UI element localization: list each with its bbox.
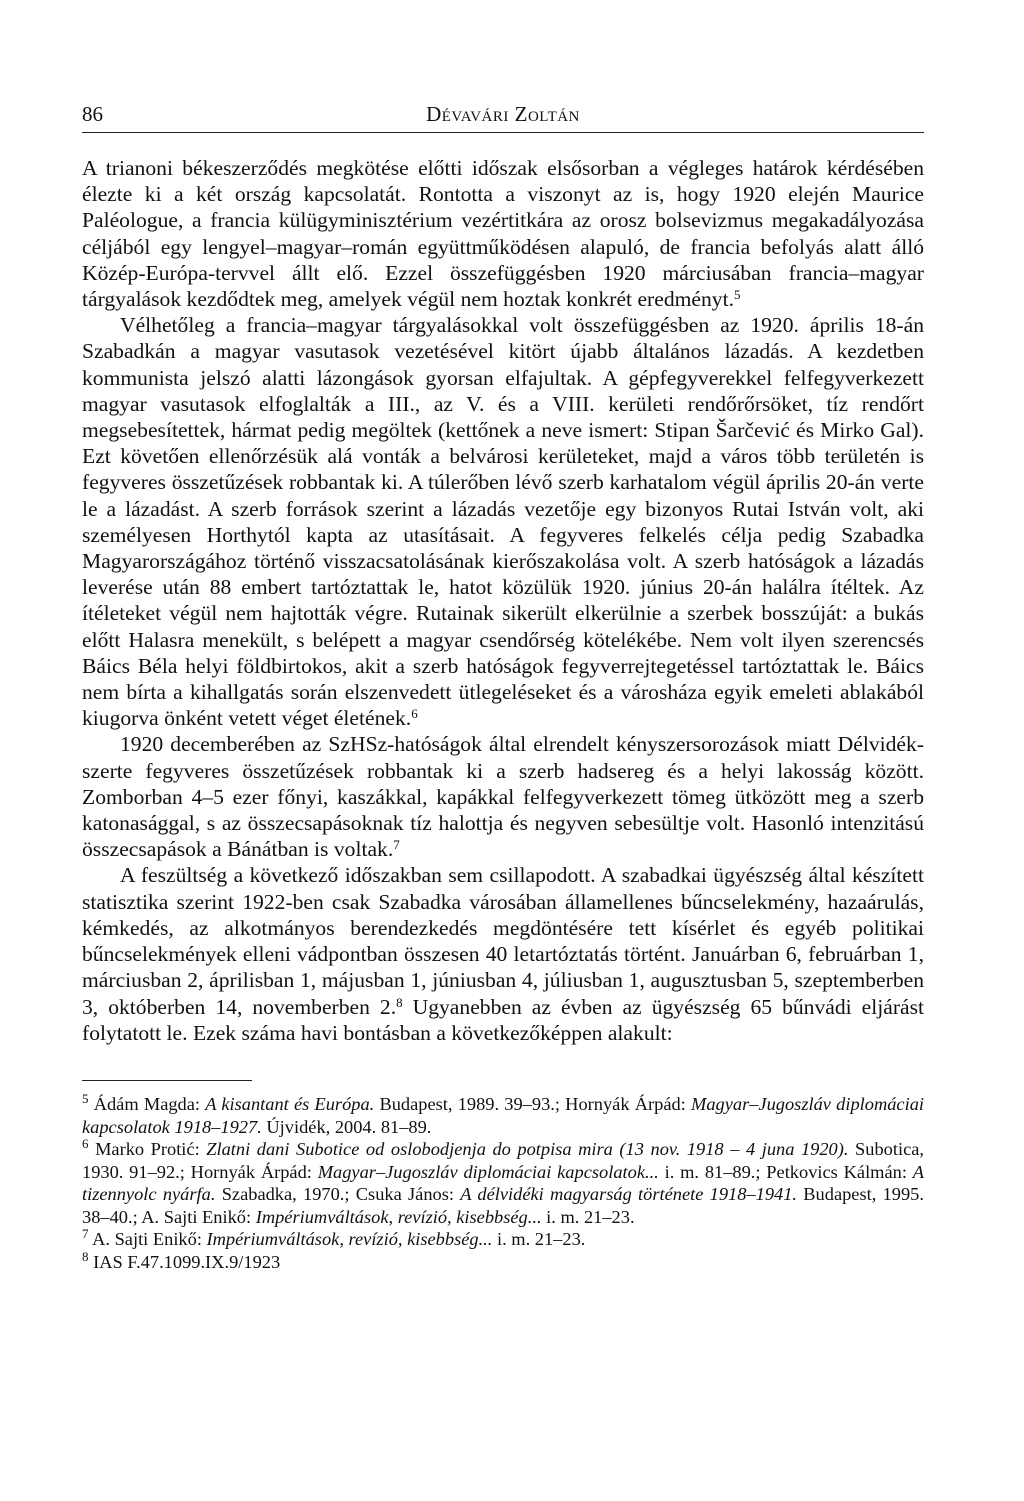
paragraph-2 <box>82 312 924 731</box>
footnote-number: 6 <box>82 1136 89 1152</box>
paragraph-3 <box>82 731 924 862</box>
footnote-text: Ádám Magda: <box>93 1093 206 1114</box>
footnote-text: A. Sajti Enikő: <box>92 1229 207 1250</box>
footnote-ref-8[interactable]: 8 <box>396 994 403 1010</box>
footnote-title: Zlatni dani Subotice od oslobodjenja do potpisa mira (13 nov. 1918 – 4 juna 1920). <box>206 1139 849 1160</box>
footnote-divider <box>82 1080 252 1081</box>
footnote-text: i. m. 21–23. <box>541 1206 635 1227</box>
footnote-number: 5 <box>82 1090 89 1106</box>
footnote-8 <box>82 1251 924 1274</box>
footnote-text: Újvidék, 2004. 81–89. <box>261 1116 432 1137</box>
page-number: 86 <box>82 102 103 126</box>
paragraph-text: 1920 decemberében az SzHSz-hatóságok által elrendelt kényszersorozások miatt Délvidék-szerte fegyveres összetűzések robbantak ki a szerb hadsereg és a helyi lakosság között. Zomborban 4–5 ezer főnyi, kaszákkal, kapákkal felfegyverkezett tömeg ütközött meg a szerb katonasággal, s az összecsapásoknak tíz halottja és negyven sebesültje volt. Hasonló intenzitású összecsapások a Bánátban is voltak. <box>82 732 924 862</box>
footnote-title: Magyar–Jugoszláv diplomáciai kapcsolatok 1918–1927. <box>82 1093 925 1137</box>
footnotes <box>82 1090 925 1274</box>
footnote-title: A kisantant és Európa. <box>205 1093 375 1114</box>
page <box>82 100 924 1274</box>
footnote-ref-6[interactable]: 6 <box>411 706 418 722</box>
running-head-title: Dévavári Zoltán <box>426 102 580 126</box>
footnote-ref-5[interactable]: 5 <box>734 287 741 303</box>
footnote-text: i. m. 21–23. <box>492 1229 586 1250</box>
footnote-text: Marko Protić: <box>95 1139 207 1160</box>
body-text <box>82 155 924 1046</box>
paragraph-text: Vélhetőleg a francia–magyar tárgyalásokkal volt összefüggésben az 1920. április 18-án Szabadkán a magyar vasutasok vezetésével kitört újabb általános lázadás. A kezdetben kommunista jelszó alatti lázongások gyorsan elfajultak. A gépfegyverekkel felfegyverkezett magyar vasutasok elfoglalták a III., az V. és a VIII. kerületi rendőrőrsöket, tíz rendőrt megsebesítettek, hármat pedig megöltek (kettőnek a neve ismert: Stipan Šarčević és Mirko Gal). Ezt követően ellenőrzésük alá vonták a belvárosi kerületeket, majd a város több területén is fegyveres összetűzések robbantak ki. A túlerőben lévő szerb karhatalom végül április 20-án verte le a lázadást. A szerb források szerint a lázadás vezetője egy bizonyos Rutai István volt, aki személyesen Horthytól kapta az utasításait. A fegyveres felkelés célja pedig Szabadka Magyarországához történő visszacsatolásának kierőszakolása volt. A szerb hatóságok a lázadás leverése után 88 embert tartóztattak le, hatot közülük 1920. június 20-án halálra ítéltek. Az ítéleteket végül nem hajtották végre. Rutainak sikerült elkerülnie a szerbek bosszúját: a bukás előtt Halasra menekült, s belépett a magyar csendőrség kötelékébe. Nem volt ilyen szerencsés Báics Béla helyi földbirtokos, akit a szerb hatóságok fegyverrejtegetéssel tartóztattak le. Báics nem bírta a kihallgatás során elszenvedett ütlegeléseket és a városháza egyik emeleti ablakából kiugorva önként vetett véget életének. <box>82 313 924 731</box>
paragraph-text: Ugyanebben az évben az ügyészség 65 bűnvádi eljárást folytatott le. Ezek száma havi bontásban a következőképpen alakult: <box>82 994 925 1045</box>
footnote-number: 7 <box>82 1226 89 1242</box>
footnote-text: Szabadka, 1970.; Csuka János: <box>215 1184 461 1205</box>
footnote-5 <box>82 1090 925 1138</box>
footnote-6 <box>82 1138 924 1228</box>
footnote-title: Impériumváltások, revízió, kisebbség... <box>255 1206 542 1227</box>
footnote-title: A tizennyolc nyárfa. <box>82 1161 924 1205</box>
footnote-text: IAS F.47.1099.IX.9/1923 <box>93 1252 281 1273</box>
footnote-title: Impériumváltások, revízió, kisebbség... <box>206 1229 493 1250</box>
paragraph-1 <box>82 155 924 312</box>
footnote-title: A délvidéki magyarság története 1918–1941. <box>460 1184 798 1205</box>
footnote-7 <box>82 1228 924 1251</box>
running-head <box>82 100 924 133</box>
footnote-text: Subotica, 1930. 91–92.; Hornyák Árpád: <box>82 1139 925 1182</box>
footnote-title: Magyar–Jugoszláv diplomáciai kapcsolatok... <box>317 1161 659 1182</box>
paragraph-text: A feszültség a következő időszakban sem csillapodott. A szabadkai ügyészség által készített statisztika szerint 1922-ben csak Szabadka városában államellenes bűncselekmény, hazaárulás, kémkedés, az alkotmányos berendezkedés megdöntésére tett kísérlet és egyéb politikai bűncselekmények elleni vádpontban összesen 40 letartóztatás történt. Januárban 6, februárban 1, márciusban 2, áprilisban 1, májusban 1, júniusban 4, júliusban 1, augusztusban 5, szeptemberben 3, októberben 14, novemberben 2. <box>82 863 924 1019</box>
paragraph-4 <box>82 862 924 1045</box>
footnote-ref-7[interactable]: 7 <box>393 837 400 853</box>
footnote-text: Budapest, 1989. 39–93.; Hornyák Árpád: <box>374 1093 691 1114</box>
footnote-text: i. m. 81–89.; Petkovics Kálmán: <box>658 1161 913 1182</box>
footnote-number: 8 <box>82 1249 89 1265</box>
footnote-text: Budapest, 1995. 38–40.; A. Sajti Enikő: <box>82 1184 924 1227</box>
paragraph-text: A trianoni békeszerződés megkötése előtti időszak elsősorban a végleges határok kérdésében élezte ki a két ország kapcsolatát. Rontotta a viszonyt az is, hogy 1920 elején Maurice Paléologue, a francia külügyminisztérium vezértitkára az orosz bolsevizmus megakadályozása céljából egy lengyel–magyar–román együttműködésen alapuló, de francia befolyás alatt álló Közép-Európa-tervvel állt elő. Ezzel összefüggésben 1920 márciusában francia–magyar tárgyalások kezdődtek meg, amelyek végül nem hoztak konkrét eredményt. <box>82 156 924 312</box>
